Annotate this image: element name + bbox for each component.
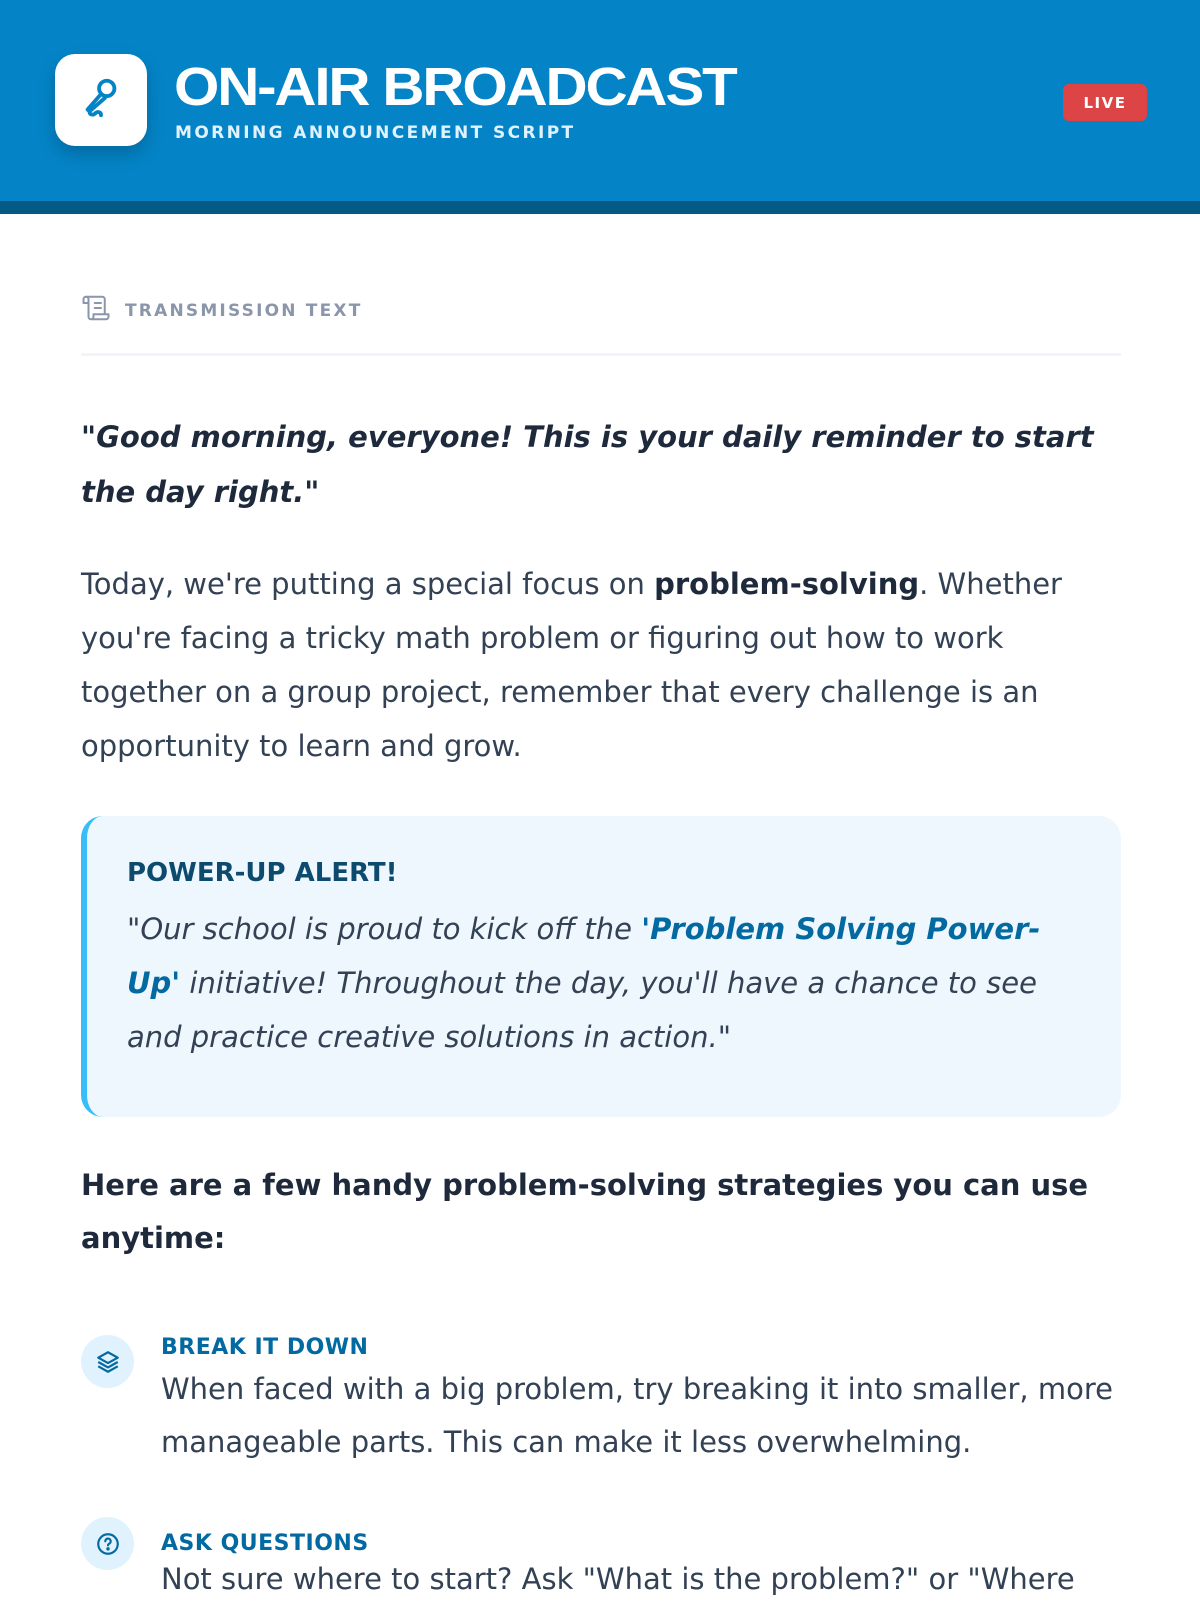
scroll-icon: [81, 293, 111, 328]
header: [0, 0, 1200, 214]
strategy-text: When faced with a big problem, try breaking it into smaller, more manageable parts. This can make it less overwhelming.: [161, 1372, 1113, 1459]
app-title: ON-AIR BROADCAST: [174, 57, 736, 117]
callout-text-part: "Our school is proud to kick off the: [127, 912, 642, 946]
strategies-heading: Here are a few handy problem-solving strategies you can use anytime:: [81, 1168, 1089, 1255]
callout-text: [127, 902, 1081, 1064]
app-subtitle: MORNING ANNOUNCEMENT SCRIPT: [175, 123, 576, 143]
section-label-text: TRANSMISSION TEXT: [125, 300, 363, 321]
callout-title: POWER-UP ALERT!: [127, 858, 398, 888]
strategy-text: Not sure where to start? Ask "What is the problem?" or "Where: [161, 1562, 1075, 1596]
logo: [55, 54, 147, 146]
divider: [81, 353, 1121, 356]
power-up-callout: [81, 816, 1121, 1117]
strategy-title: ASK QUESTIONS: [161, 1531, 369, 1556]
microphone-icon: [78, 75, 124, 125]
callout-highlight: 'Problem Solving Power-Up': [127, 912, 1041, 1000]
intro-paragraph: [81, 557, 1121, 773]
section-label: [81, 293, 363, 328]
paragraph-text: Today, we're putting a special focus on: [81, 567, 655, 601]
opening-quote: "Good morning, everyone! This is your daily reminder to start the day right.": [81, 420, 1094, 509]
callout-text-part: initiative! Throughout the day, you'll have a chance to see and practice creative solutions in action.": [127, 966, 1037, 1054]
strategy-title: BREAK IT DOWN: [161, 1335, 369, 1360]
live-badge: LIVE: [1063, 84, 1147, 121]
paragraph-text: . Whether you're facing a tricky math problem or figuring out how to work together on a group project, remember that every challenge is an opportunity to learn and grow.: [81, 567, 1062, 763]
question-circle-icon: [81, 1517, 134, 1570]
paragraph-emphasis: problem-solving: [654, 567, 920, 601]
layers-icon: [81, 1335, 134, 1388]
